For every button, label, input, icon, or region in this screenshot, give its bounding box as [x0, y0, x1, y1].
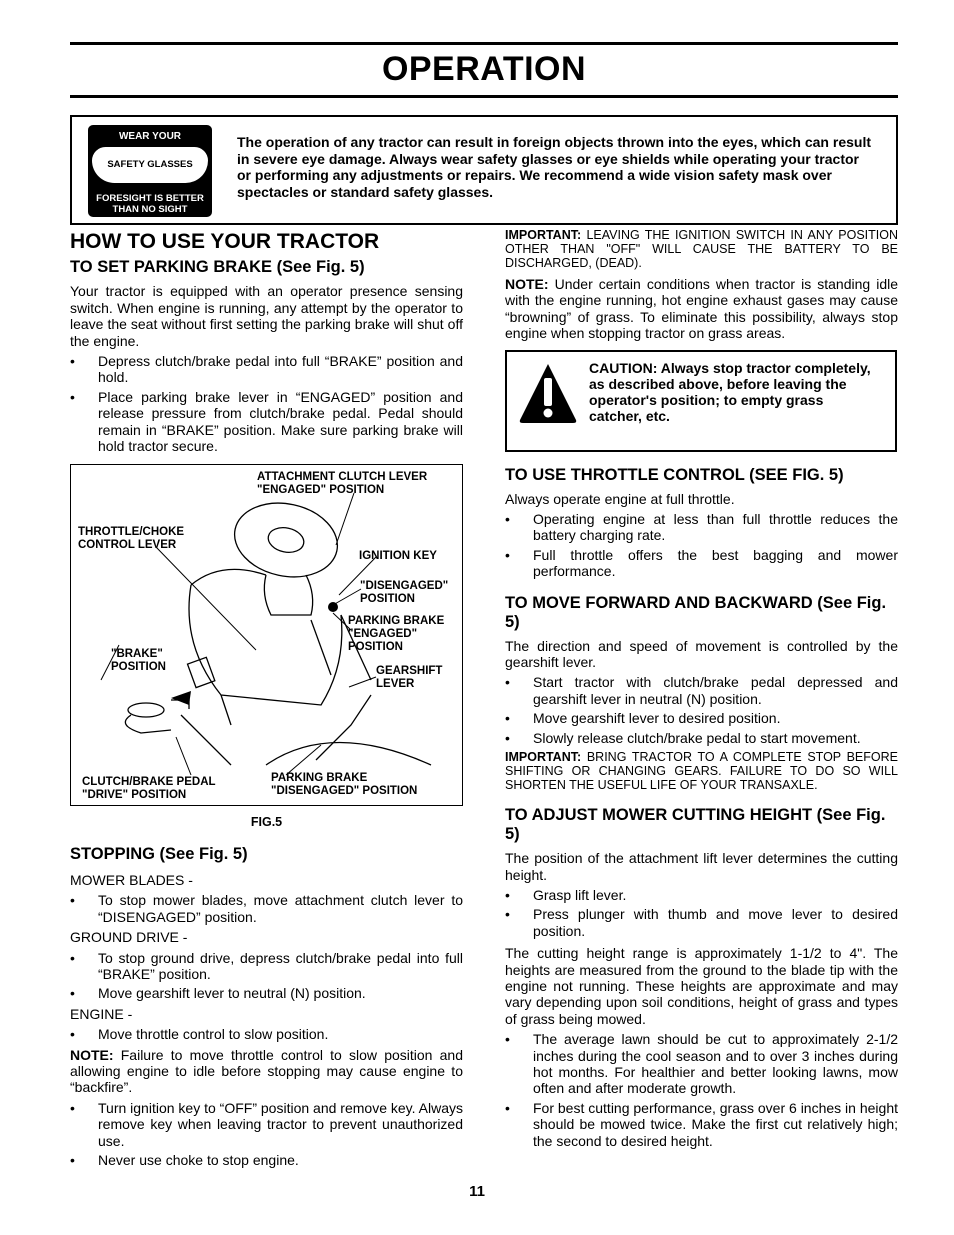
list-item: • To stop mower blades, move attachment clutch lever to “DISENGAGED” position.	[70, 892, 463, 925]
gearshift-lever-label	[376, 665, 442, 691]
left-column	[70, 230, 464, 1172]
browning-note	[505, 276, 898, 342]
engine-label: ENGINE -	[70, 1005, 133, 1022]
note-text: Under certain conditions when tractor is standing idle with the engine running, hot engine exhaust gases may cause “browning” of grass. To eliminate this possibility, always stop engine when stopping tractor on grass areas.	[505, 276, 899, 342]
mower-blades-label: MOWER BLADES -	[70, 871, 193, 888]
label-line: "DISENGAGED"	[360, 580, 449, 593]
list-item: • Start tractor with clutch/brake pedal depressed and gearshift lever in neutral (N) position.	[505, 674, 898, 707]
important-gears	[505, 750, 898, 792]
label-line: "DRIVE" POSITION	[82, 789, 187, 802]
label-line: "ENGAGED"	[348, 628, 418, 641]
list-item: • Turn ignition key to “OFF” position and remove key. Always remove key when leaving tractor to prevent unauthorized use.	[70, 1100, 463, 1149]
warning-text: The operation of any tractor can result in foreign objects thrown into the eyes, which can result in severe eye damage. Always wear safety glasses or eye shields while operating your tractor or performing any adjustments or repairs. We recommend a wide vision safety mask over spectacles or standard safety glasses.	[237, 134, 871, 200]
section-heading: HOW TO USE YOUR TRACTOR	[70, 230, 380, 253]
list-item: • Move gearshift lever to desired position.	[505, 710, 898, 726]
list-item: • Press plunger with thumb and move lever to desired position.	[505, 906, 898, 939]
ground-drive-label: GROUND DRIVE -	[70, 929, 188, 946]
title-underline	[70, 95, 898, 98]
important-ignition	[505, 228, 898, 270]
label-line: THROTTLE/CHOKE	[78, 526, 185, 539]
list-item: • Depress clutch/brake pedal into full “BRAKE” position and hold.	[70, 353, 463, 386]
list-item: • Grasp lift lever.	[505, 887, 898, 903]
forward-para: The direction and speed of movement is controlled by the gearshift lever.	[505, 637, 898, 671]
mower-blades-list	[70, 892, 463, 925]
label-line: "BRAKE"	[111, 648, 163, 661]
parking-brake-para: Your tractor is equipped with an operator presence sensing switch. When engine is running, any attempt by the operator to leave the seat without first setting the parking brake will shut off the engine.	[70, 283, 463, 349]
parking-brake-disengaged-label	[271, 772, 417, 798]
list-item: • Place parking brake lever in “ENGAGED” position and release pressure from clutch/brake pedal. Pedal should remain in “BRAKE” position. Make sure parking brake will hold tractor secure.	[70, 389, 463, 455]
brake-position-label	[111, 648, 166, 674]
list-item: • Slowly release clutch/brake pedal to start movement.	[505, 730, 898, 746]
final-stop-list	[70, 1100, 463, 1169]
note-label: NOTE:	[505, 276, 549, 292]
list-item: • Full throttle offers the best bagging and mower performance.	[505, 547, 898, 580]
list-item: • Move throttle control to slow position.	[70, 1026, 463, 1042]
right-column	[505, 228, 898, 1153]
list-item: • Operating engine at less than full throttle reduces the battery charging rate.	[505, 511, 898, 544]
throttle-list	[505, 511, 898, 580]
label-line: "DISENGAGED" POSITION	[271, 785, 418, 798]
label-line: CONTROL LEVER	[78, 539, 177, 552]
note-text: Failure to move throttle control to slow position and allowing engine to idle before stopping may cause engine to “backfire”.	[70, 1046, 464, 1096]
warning-sign-line1: WEAR YOUR	[118, 131, 182, 142]
caution-box	[505, 350, 897, 452]
important-label: IMPORTANT:	[505, 750, 582, 765]
important-text: BRING TRACTOR TO A COMPLETE STOP BEFORE SHIFTING OR CHANGING GEARS. FAILURE TO DO SO WILL SHORTEN THE USEFUL LIFE OF YOUR TRANSAXLE.	[505, 750, 898, 793]
warning-triangle-icon	[517, 360, 579, 426]
label-line: PARKING BRAKE	[271, 772, 368, 785]
parking-brake-engaged-label	[348, 615, 444, 654]
stopping-heading: STOPPING (See Fig. 5)	[70, 844, 248, 863]
ignition-key-label: IGNITION KEY	[359, 550, 437, 563]
mower-list	[505, 887, 898, 939]
safety-warning-box	[70, 115, 898, 225]
forward-list	[505, 674, 898, 746]
warning-sign-line2: SAFETY GLASSES	[107, 159, 193, 170]
throttle-choke-label	[78, 526, 184, 552]
attachment-clutch-label	[257, 471, 427, 497]
safety-glasses-icon	[88, 125, 212, 217]
important-text: LEAVING THE IGNITION SWITCH IN ANY POSITION OTHER THAN "OFF" WILL CAUSE THE BATTERY TO BE DISCHARGED, (DEAD).	[505, 228, 898, 270]
list-item: • Never use choke to stop engine.	[70, 1152, 463, 1168]
parking-brake-list	[70, 353, 463, 454]
label-line: PARKING BRAKE	[348, 615, 445, 628]
engine-list	[70, 1026, 463, 1042]
important-label: IMPORTANT:	[505, 228, 582, 242]
label-line: POSITION	[348, 641, 403, 654]
figure-5	[70, 464, 463, 806]
throttle-para: Always operate engine at full throttle.	[505, 490, 735, 507]
label-line: CLUTCH/BRAKE PEDAL	[82, 776, 216, 789]
label-line: LEVER	[376, 678, 415, 691]
mower-height-heading: TO ADJUST MOWER CUTTING HEIGHT (See Fig. 5)	[505, 806, 886, 844]
label-line: GEARSHIFT	[376, 665, 443, 678]
warning-sign-line3	[88, 193, 212, 215]
ground-drive-list	[70, 950, 463, 1002]
list-item: • Move gearshift lever to neutral (N) position.	[70, 985, 463, 1001]
forward-backward-heading: TO MOVE FORWARD AND BACKWARD (See Fig. 5)	[505, 593, 887, 631]
figure-caption: FIG.5	[250, 815, 283, 830]
note-label: NOTE:	[70, 1046, 114, 1063]
page-number: 11	[469, 1183, 485, 1200]
warning-sign-line3b: THAN NO SIGHT	[112, 204, 188, 215]
stopping-note	[70, 1047, 463, 1096]
throttle-heading: TO USE THROTTLE CONTROL (SEE FIG. 5)	[505, 465, 844, 484]
list-item: • To stop ground drive, depress clutch/brake pedal into full “BRAKE” position.	[70, 950, 463, 983]
warning-sign-line3a: FORESIGHT IS BETTER	[96, 193, 204, 204]
label-line: POSITION	[360, 593, 415, 606]
top-rule	[70, 42, 898, 45]
list-item: • The average lawn should be cut to approximately 2-1/2 inches during the cool season and to over 3 inches during hot months. For healthier and better looking lawns, mow often and after moderate growth.	[505, 1031, 898, 1097]
disengaged-position-label	[360, 580, 448, 606]
parking-brake-heading: TO SET PARKING BRAKE (See Fig. 5)	[70, 258, 365, 277]
mower-list2	[505, 1031, 898, 1149]
mower-para: The position of the attachment lift lever determines the cutting height.	[505, 850, 898, 883]
caution-text: CAUTION: Always stop tractor completely, as described above, before leaving the operator's position; to empty grass catcher, etc.	[589, 359, 871, 424]
page-title: OPERATION	[381, 50, 587, 88]
label-line: "ENGAGED" POSITION	[257, 484, 385, 497]
list-item: • For best cutting performance, grass over 6 inches in height should be mowed twice. Make the first cut relatively high; the second to desired height.	[505, 1100, 898, 1149]
clutch-brake-pedal-label	[82, 776, 216, 802]
mower-para2: The cutting height range is approximately 1-1/2 to 4". The heights are measured from the ground to the blade tip with the engine not running. These heights are approximate and may vary depending upon soil conditions, height of grass and types of grass being mowed.	[505, 945, 898, 1027]
label-line: ATTACHMENT CLUTCH LEVER	[257, 471, 428, 484]
label-line: POSITION	[111, 661, 166, 674]
